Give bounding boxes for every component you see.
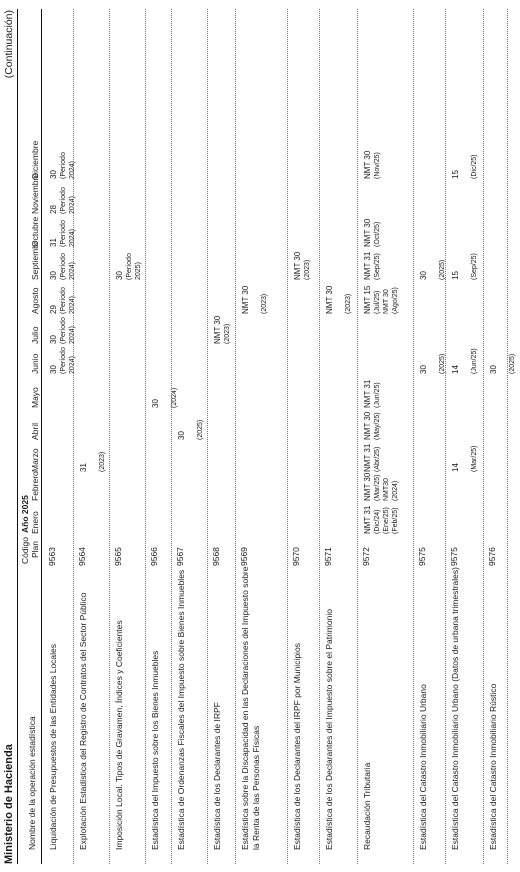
schedule-cell-line: 14 xyxy=(451,463,460,472)
row-separator xyxy=(287,9,288,864)
month-header-4: Mayo xyxy=(30,387,40,408)
month-header-2: Marzo xyxy=(30,448,40,472)
schedule-cell-line: (Período xyxy=(60,220,67,247)
schedule-cell-line: 2024) xyxy=(69,262,76,280)
row-separator xyxy=(109,9,110,864)
schedule-cell-line: NMT 15 xyxy=(363,285,372,314)
schedule-cell-line: (May/25) xyxy=(374,412,381,440)
schedule-cell xyxy=(115,253,144,280)
schedule-cell-line: (Jul/25) xyxy=(374,290,381,314)
schedule-cell-line: (2023) xyxy=(345,293,352,314)
schedule-cell-line: 30 xyxy=(177,431,186,440)
schedule-cell-line: (Período xyxy=(60,317,67,344)
schedule-cell-line: (Período xyxy=(126,253,133,280)
schedule-cell-line: 30 xyxy=(115,271,124,280)
schedule-cell-line: (Sep/25) xyxy=(374,253,381,280)
schedule-cell-line: NMT 30 xyxy=(241,285,250,314)
schedule-cell-line: 15 xyxy=(451,271,460,280)
operation-code: 9570 xyxy=(291,547,301,566)
schedule-cell-line xyxy=(462,253,471,280)
schedule-cell-line: (Período xyxy=(60,253,67,280)
row-separator xyxy=(413,9,414,864)
operation-name: Recaudación Tributaria xyxy=(362,762,372,850)
schedule-cell-line: 28 xyxy=(49,205,58,214)
schedule-cell-line: (Mar/25) xyxy=(471,445,478,472)
operation-code: 9566 xyxy=(149,547,159,566)
schedule-cell-line: (2023) xyxy=(304,259,311,280)
schedule-cell xyxy=(451,348,480,374)
operation-code: 9576 xyxy=(487,547,497,566)
operation-name: Estadística del Catastro Inmobiliario Urbano (Datos de urbana trimestrales) xyxy=(450,567,460,850)
schedule-cell-line: 2024) xyxy=(69,296,76,314)
schedule-cell-line: (2025) xyxy=(439,353,446,374)
operation-name: Estadística del Catastro Inmobiliario Urbano xyxy=(418,684,428,850)
schedule-cell-line: 15 xyxy=(451,170,460,179)
operation-code: 9571 xyxy=(323,547,333,566)
schedule-cell-line xyxy=(462,154,471,179)
row-separator xyxy=(73,9,74,864)
schedule-cell-line: (Período xyxy=(60,187,67,214)
schedule-cell xyxy=(419,260,448,280)
operation-code: 9572 xyxy=(361,547,371,566)
schedule-cell xyxy=(363,252,383,280)
schedule-cell xyxy=(363,473,401,501)
header-top-rule xyxy=(17,9,18,864)
operation-name: Estadística del Impuesto sobre los Bienes Inmuebles xyxy=(150,650,160,850)
schedule-cell-line: NMT 30 xyxy=(363,411,372,440)
schedule-cell xyxy=(177,420,206,440)
operation-name: Estadística de los Declarantes de IRPF xyxy=(212,702,222,850)
schedule-cell-line: 2024) xyxy=(69,161,76,179)
schedule-cell xyxy=(451,154,480,179)
month-header-10: Noviembre xyxy=(30,172,40,214)
schedule-cell xyxy=(451,446,480,472)
schedule-cell-line: (2024) xyxy=(171,387,178,408)
schedule-cell-line xyxy=(188,420,197,440)
operation-code: 9564 xyxy=(77,547,87,566)
month-header-9: Octubre xyxy=(30,216,40,247)
schedule-cell-line: (2023) xyxy=(99,451,106,472)
schedule-cell-line: (Período xyxy=(60,287,67,314)
schedule-cell-line: (2023) xyxy=(261,293,268,314)
schedule-cell xyxy=(489,354,518,374)
month-header-8: Septiembr xyxy=(30,241,40,280)
schedule-cell-line xyxy=(90,452,99,472)
month-header-3: Abril xyxy=(30,422,40,440)
schedule-cell-line: 2024) xyxy=(69,196,76,214)
schedule-cell xyxy=(363,444,383,472)
schedule-cell-line: 30 xyxy=(419,271,428,280)
column-header-code-2: Plan xyxy=(30,540,40,558)
operation-code: 9565 xyxy=(113,547,123,566)
schedule-cell xyxy=(151,388,180,408)
schedule-cell-line: 2024) xyxy=(69,229,76,247)
operation-name: Estadística de los Declarantes del IRPF por Municipios xyxy=(292,643,302,850)
operation-code: 9563 xyxy=(47,547,57,566)
month-header-1: Febrero xyxy=(30,471,40,501)
schedule-cell-line xyxy=(336,286,345,314)
schedule-cell-line: NMT30 xyxy=(383,478,390,501)
schedule-cell xyxy=(79,452,108,472)
operation-code: 9567 xyxy=(175,547,185,566)
schedule-cell-line: (Mar/25) xyxy=(374,474,381,501)
schedule-cell-line: 30 xyxy=(49,170,58,179)
schedule-cell-line: (Dic/24) xyxy=(374,509,381,534)
row-separator xyxy=(319,9,320,864)
schedule-cell xyxy=(363,506,401,534)
schedule-cell xyxy=(241,286,270,314)
schedule-cell-line: NMT 30 xyxy=(325,285,334,314)
schedule-cell-line: NMT 30 xyxy=(293,251,302,280)
column-header-year: Año 2025 xyxy=(20,495,30,533)
schedule-cell-line: 31 xyxy=(49,238,58,247)
schedule-cell-line: 30 xyxy=(151,399,160,408)
row-separator xyxy=(207,9,208,864)
schedule-cell-line xyxy=(162,388,171,408)
row-separator xyxy=(445,9,446,864)
operation-name: Imposición Local. Tipos de Gravamen, Índices y Coeficientes xyxy=(114,620,124,850)
row-separator xyxy=(171,9,172,864)
schedule-cell xyxy=(363,151,383,179)
schedule-cell-line: 14 xyxy=(451,365,460,374)
schedule-cell xyxy=(363,286,401,314)
schedule-cell-line xyxy=(430,260,439,280)
schedule-cell-line: 2024) xyxy=(69,356,76,374)
schedule-cell-line: (2025) xyxy=(197,419,204,440)
operation-code: 9569 xyxy=(239,547,249,566)
schedule-cell xyxy=(451,253,480,280)
schedule-cell-line xyxy=(462,348,471,374)
schedule-cell xyxy=(293,252,313,280)
schedule-cell-line: 30 xyxy=(49,271,58,280)
row-separator xyxy=(235,9,236,864)
schedule-cell xyxy=(363,412,383,440)
schedule-cell-line: (Nov/25) xyxy=(374,152,381,179)
operation-name: Estadística del Catastro Inmobiliario Rústico xyxy=(488,683,498,850)
operation-code: 9575 xyxy=(417,547,427,566)
schedule-cell-line: (Período xyxy=(60,347,67,374)
schedule-cell-line: (Feb/25) xyxy=(392,507,399,534)
row-separator xyxy=(483,9,484,864)
schedule-cell-line: (Sep/25) xyxy=(471,253,478,280)
schedule-cell-line: 2025) xyxy=(135,262,142,280)
operation-name: Estadística sobre la Discapacidad en las Declaraciones del Impuesto sobre la Renta de las Personas Físicas xyxy=(240,566,261,850)
schedule-cell-line: (Jun/25) xyxy=(374,382,381,408)
schedule-cell-line: (Abr/25) xyxy=(374,446,381,472)
column-header-code-1: Código xyxy=(20,537,30,564)
schedule-cell xyxy=(325,286,354,314)
schedule-cell-line xyxy=(252,286,261,314)
schedule-cell-line xyxy=(430,354,439,374)
schedule-cell-line: (Jun/25) xyxy=(471,348,478,374)
schedule-cell-line: 30 xyxy=(49,335,58,344)
month-header-5: Junio xyxy=(30,353,40,374)
operation-name: Estadística de Ordenanzas Fiscales del Impuesto sobre Bienes Inmuebles xyxy=(176,569,186,850)
row-separator xyxy=(357,9,358,864)
schedule-cell-line: (Período xyxy=(60,152,67,179)
operation-code: 9575 xyxy=(449,547,459,566)
operation-name: Estadística de los Declarantes del Impuesto sobre el Patrimonio xyxy=(324,609,334,850)
schedule-cell-line: (Ago/25) xyxy=(392,287,399,314)
schedule-cell-line: (2023) xyxy=(224,323,231,344)
month-header-11: Diciembre xyxy=(30,140,40,179)
schedule-cell-line: (2024) xyxy=(392,480,399,501)
ministry-title: Ministerio de Hacienda xyxy=(3,744,15,864)
schedule-cell-line: NMT 31 xyxy=(363,379,372,408)
schedule-cell-line: (2025) xyxy=(509,353,516,374)
schedule-cell-line: 30 xyxy=(49,365,58,374)
schedule-cell-line: 2024) xyxy=(69,326,76,344)
operation-name: Liquidación de Presupuestos de las Entidades Locales xyxy=(48,643,58,850)
operation-code: 9568 xyxy=(211,547,221,566)
schedule-cell-line: (Dic/25) xyxy=(471,154,478,179)
schedule-cell-line: 29 xyxy=(49,305,58,314)
schedule-cell-line: NMT 30 xyxy=(363,218,372,247)
operation-name: Explotación Estadística del Registro de Contratos del Sector Público xyxy=(78,592,88,850)
schedule-cell-line: NMT 31 xyxy=(363,251,372,280)
month-header-0: Enero xyxy=(30,511,40,534)
header-bottom-rule xyxy=(41,9,42,864)
column-header-name: Nombre de la operación estadística xyxy=(27,716,37,850)
schedule-cell-line xyxy=(462,446,471,472)
schedule-cell-line: NMT 30 xyxy=(213,315,222,344)
schedule-cell-line: NMT 30 xyxy=(383,289,390,314)
continuation-label: (Continuación) xyxy=(3,10,15,79)
schedule-cell-line: 31 xyxy=(79,463,88,472)
schedule-cell-line: 30 xyxy=(489,365,498,374)
schedule-cell-line: NMT 31 xyxy=(363,505,372,534)
schedule-cell-line: 30 xyxy=(419,365,428,374)
schedule-cell-line: NMT 31 xyxy=(363,443,372,472)
row-separator xyxy=(145,9,146,864)
schedule-cell-line: NMT 30 xyxy=(363,150,372,179)
schedule-cell-line: (Oct/25) xyxy=(374,221,381,247)
schedule-cell xyxy=(363,380,383,408)
schedule-cell-line: NMT 30 xyxy=(363,472,372,501)
schedule-cell-line: (2025) xyxy=(439,259,446,280)
schedule-cell-line: (Ene/25) xyxy=(383,507,390,534)
schedule-cell xyxy=(213,316,233,344)
month-header-6: Julio xyxy=(30,326,40,344)
schedule-cell xyxy=(363,219,383,247)
schedule-cell xyxy=(419,354,448,374)
row-separator xyxy=(507,9,508,864)
month-header-7: Agosto xyxy=(30,287,40,314)
